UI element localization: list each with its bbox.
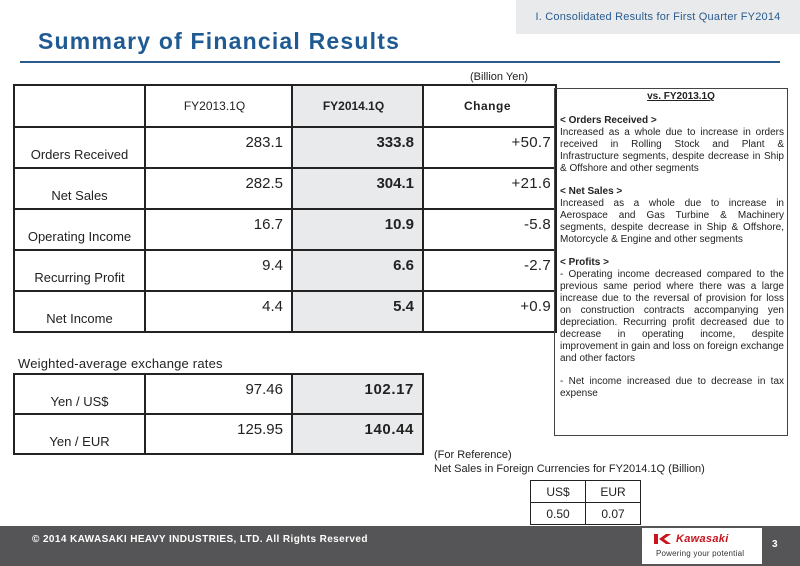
fy2013-value: 4.4 <box>145 291 292 332</box>
unit-note: (Billion Yen) <box>470 71 529 83</box>
copyright-text: © 2014 KAWASAKI HEAVY INDUSTRIES, LTD. All Rights Reserved <box>32 534 368 545</box>
profits-note-heading: < Profits > <box>560 257 609 268</box>
change-value: +0.9 <box>423 291 556 332</box>
table-row <box>14 127 556 168</box>
table-row <box>14 414 423 454</box>
row-label: Operating Income <box>14 209 145 250</box>
change-value: +21.6 <box>423 168 556 209</box>
net-income-note-text: - Net income increased due to decrease in tax expense <box>560 376 784 399</box>
table-row <box>14 374 423 414</box>
kawasaki-logo <box>642 528 762 564</box>
reference-caption <box>434 448 705 476</box>
change-value: -2.7 <box>423 250 556 291</box>
financial-results-table <box>13 84 557 333</box>
orders-note-text: Increased as a whole due to increase in orders received in Rolling Stock and Plant & Infrastructure segments, despite decrease in Ship & Offshore and other segments <box>560 127 784 174</box>
comparison-notes-box <box>554 88 788 436</box>
notes-heading: vs. FY2013.1Q <box>647 91 715 102</box>
row-label: Net Sales <box>14 168 145 209</box>
row-label: Net Income <box>14 291 145 332</box>
reference-description: Net Sales in Foreign Currencies for FY2014.1Q (Billion) <box>434 463 705 475</box>
fy2013-value: 283.1 <box>145 127 292 168</box>
fy2014-value: 102.17 <box>292 374 423 414</box>
fy2013-value: 16.7 <box>145 209 292 250</box>
fy2014-value: 333.8 <box>292 127 423 168</box>
fy2014-value: 140.44 <box>292 414 423 454</box>
header-blank-cell <box>14 85 145 127</box>
table-row <box>14 250 556 291</box>
exchange-rates-table <box>13 373 424 455</box>
reference-label: (For Reference) <box>434 449 512 461</box>
section-tag: I. Consolidated Results for First Quarter FY2014 <box>516 0 800 34</box>
currency-value-eur: 0.07 <box>586 503 641 525</box>
sales-note-text: Increased as a whole due to increase in Aerospace and Gas Turbine & Machinery segments, despite decrease in Ship & Offshore, Motorcycle & Engine and other segments <box>560 198 784 245</box>
table-row <box>14 209 556 250</box>
row-label: Orders Received <box>14 127 145 168</box>
table-header-row <box>14 85 556 127</box>
row-label: Yen / EUR <box>14 414 145 454</box>
row-label: Yen / US$ <box>14 374 145 414</box>
column-header-fy2013: FY2013.1Q <box>145 85 292 127</box>
fy2014-value: 10.9 <box>292 209 423 250</box>
logo-wordmark: Kawasaki <box>676 533 729 545</box>
sales-note-heading: < Net Sales > <box>560 186 623 197</box>
orders-note-heading: < Orders Received > <box>560 115 657 126</box>
title-divider <box>20 61 780 63</box>
foreign-currency-table <box>530 480 641 525</box>
logo-tagline: Powering your potential <box>656 549 745 558</box>
table-row <box>14 168 556 209</box>
fy2014-value: 6.6 <box>292 250 423 291</box>
fy2013-value: 125.95 <box>145 414 292 454</box>
exchange-rates-caption: Weighted-average exchange rates <box>18 356 223 371</box>
currency-value-usd: 0.50 <box>531 503 586 525</box>
table-row <box>14 291 556 332</box>
fy2013-value: 282.5 <box>145 168 292 209</box>
currency-header-eur: EUR <box>586 481 641 503</box>
column-header-fy2014: FY2014.1Q <box>292 85 423 127</box>
column-header-change: Change <box>423 85 556 127</box>
profits-note-text: - Operating income decreased compared to the previous same period where there was a large increase due to the reversal of provision for loss on construction contracts accompanying yen depreciation. Recurring profit decreased due to decrease in operating income, despite improvement in gain and loss on foreign exchange and other factors <box>560 269 784 364</box>
table-row <box>531 503 641 525</box>
currency-header-usd: US$ <box>531 481 586 503</box>
page-title: Summary of Financial Results <box>38 28 401 54</box>
fy2013-value: 97.46 <box>145 374 292 414</box>
fy2014-value: 304.1 <box>292 168 423 209</box>
fy2014-value: 5.4 <box>292 291 423 332</box>
row-label: Recurring Profit <box>14 250 145 291</box>
fy2013-value: 9.4 <box>145 250 292 291</box>
change-value: -5.8 <box>423 209 556 250</box>
kawasaki-logo-icon <box>654 533 672 545</box>
page-number: 3 <box>772 539 778 550</box>
change-value: +50.7 <box>423 127 556 168</box>
table-header-row <box>531 481 641 503</box>
footer-bar <box>0 526 800 566</box>
